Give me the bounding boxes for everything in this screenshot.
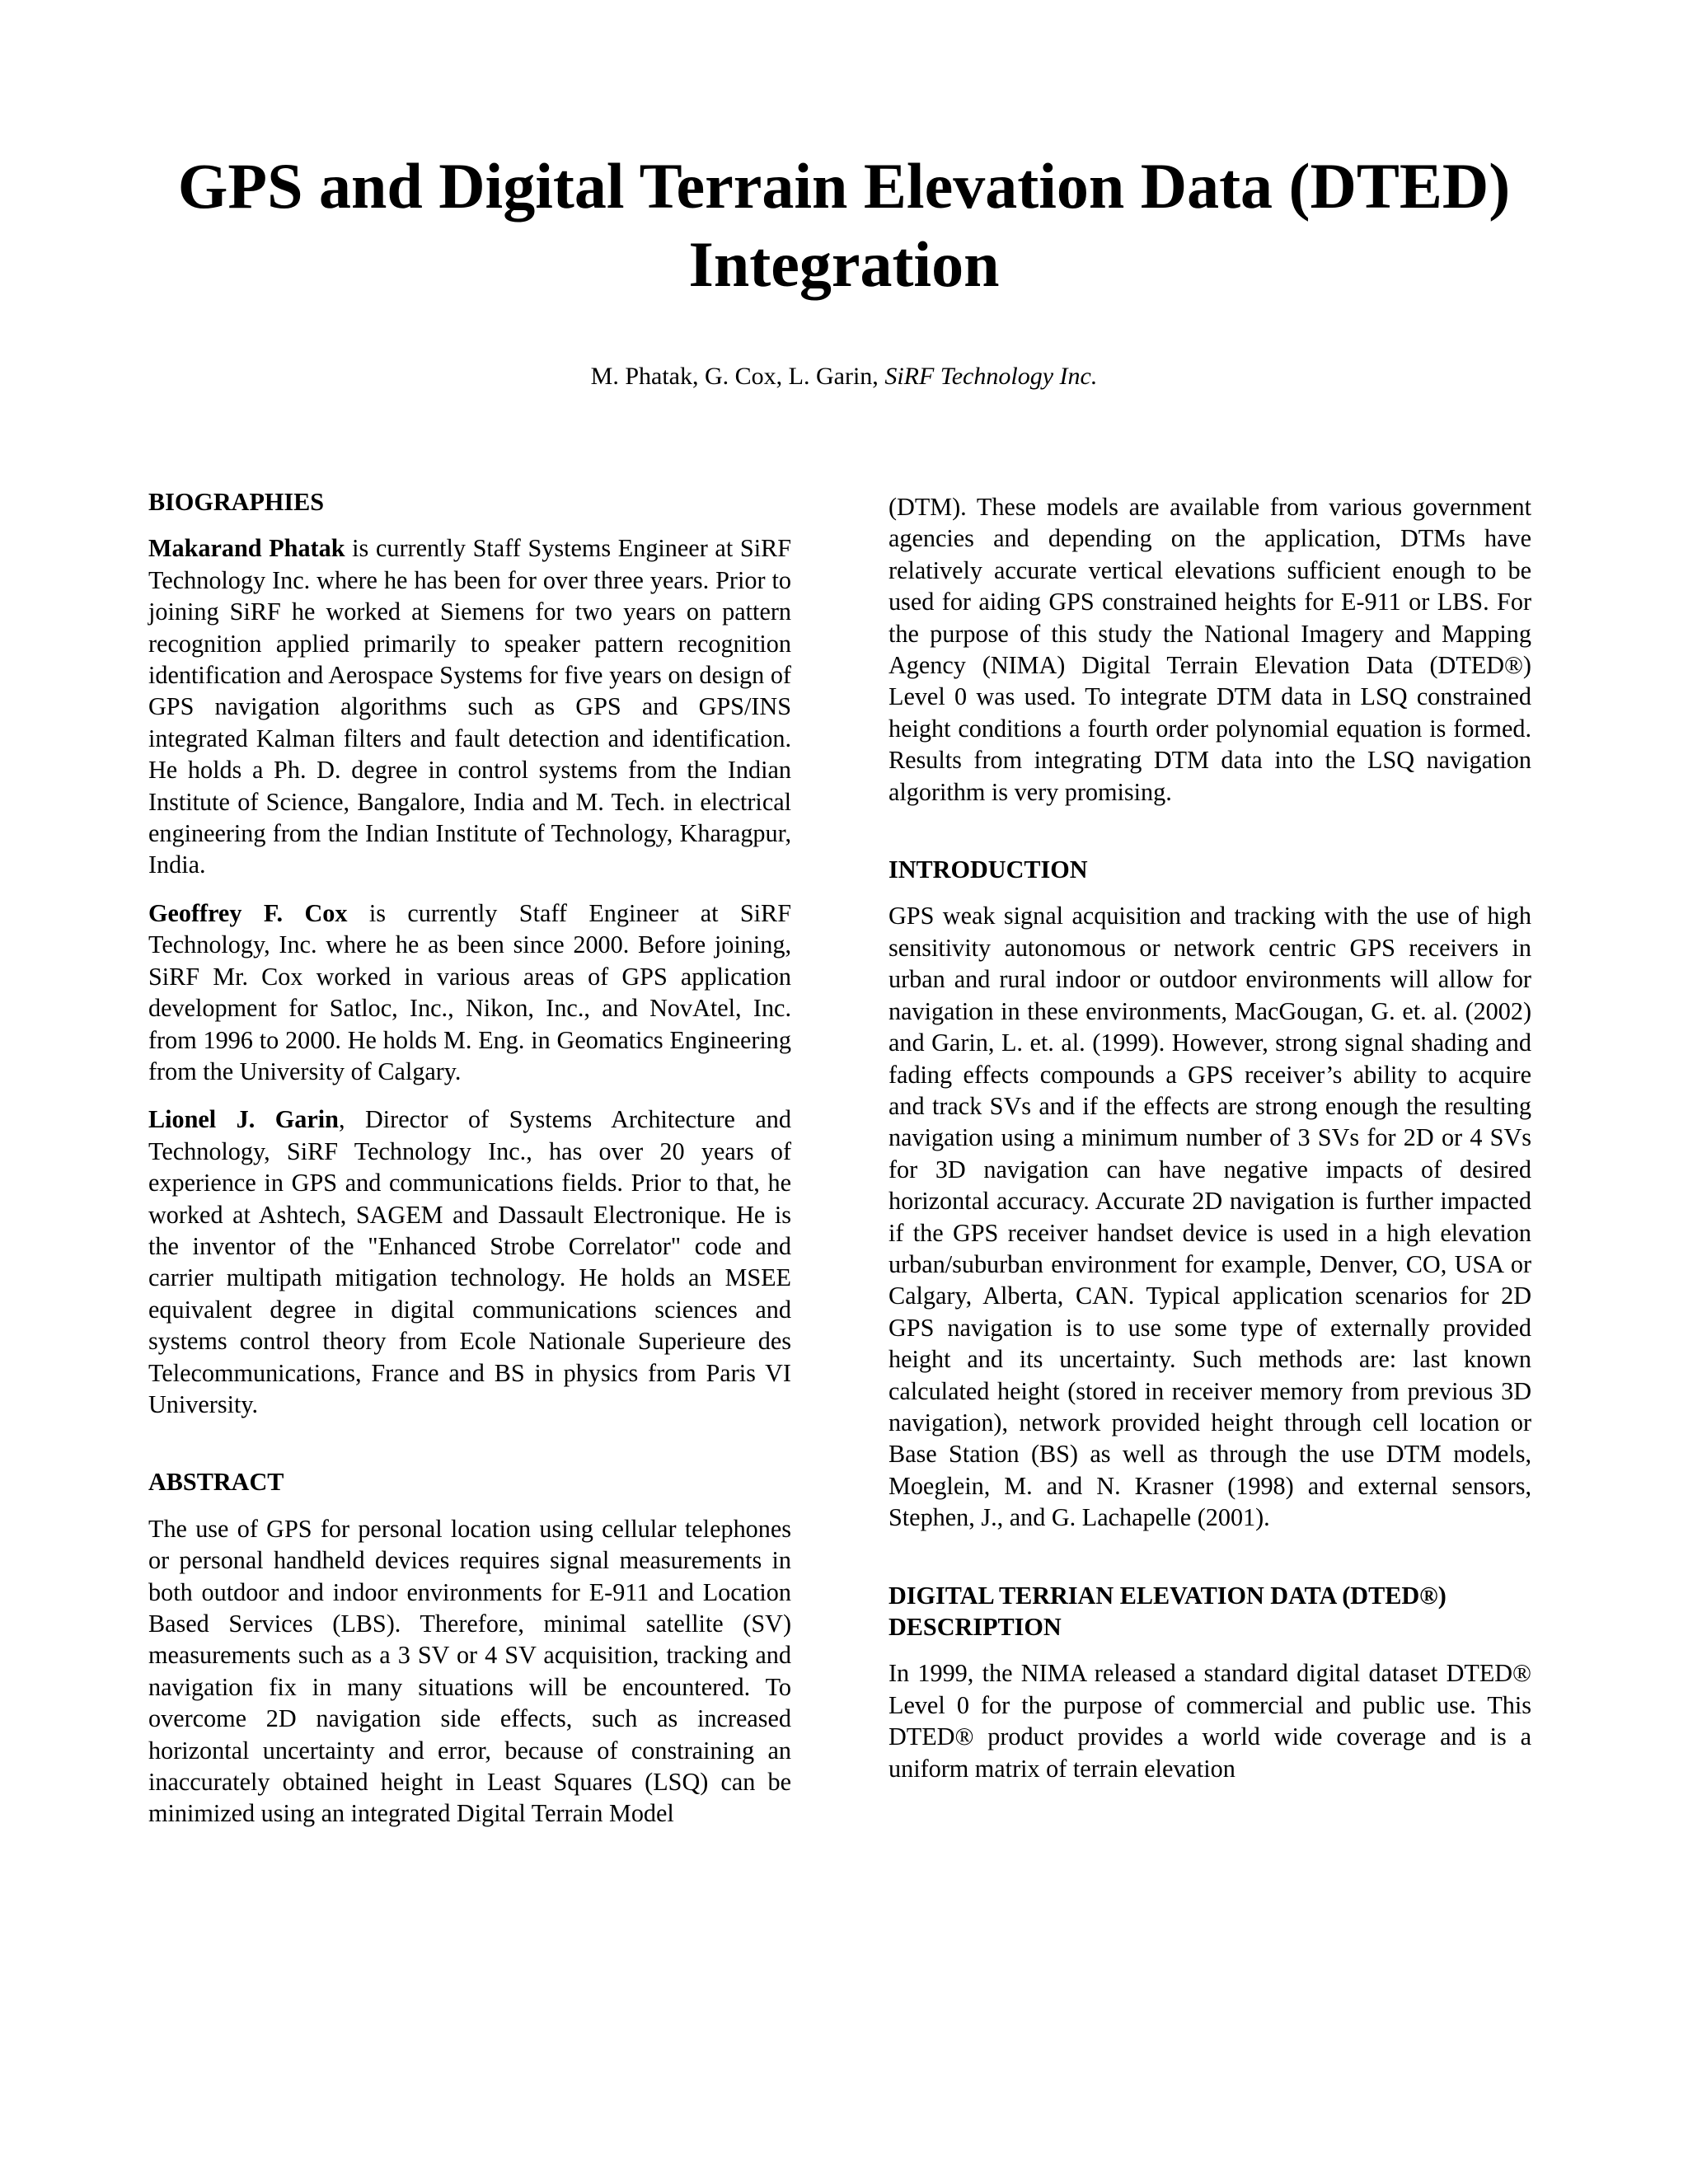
biography-name: Geoffrey F. Cox [148, 898, 348, 927]
introduction-heading: INTRODUCTION [889, 855, 1088, 884]
biography-paragraph [148, 898, 791, 1087]
paper-title: GPS and Digital Terrain Elevation Data (DTED) Integration [177, 150, 1511, 300]
abstract-paragraph-continued: (DTM). These models are available from various government agencies and depending on the application, DTMs have relatively accurate vertical elevations sufficient enough to be used for aiding GPS constrained heights for E-911 or LBS. For the purpose of this study the National Imagery and Mapping Agency (NIMA) Digital Terrain Elevation Data (DTED®) Level 0 was used. To integrate DTM data in LSQ constrained height conditions a fourth order polynomial equation is formed. Results from integrating DTM data into the LSQ navigation algorithm is very promising. [889, 493, 1531, 806]
author-line [0, 360, 1688, 393]
biographies-heading: BIOGRAPHIES [148, 488, 325, 516]
dted-paragraph: In 1999, the NIMA released a standard digital dataset DTED® Level 0 for the purpose of commercial and public use. This DTED® product provides a world wide coverage and is a uniform matrix of terrain elevation [889, 1659, 1531, 1783]
biography-paragraph [148, 1104, 791, 1420]
biography-text: , Director of Systems Architecture and Technology, SiRF Technology Inc., has over 20 years of experience in GPS and communications fields. Prior to that, he worked at Ashtech, SAGEM and Dassault Electronique. He is the inventor of the "Enhanced Strobe Correlator" code and carrier multipath mitigation technology. He holds an MSEE equivalent degree in digital communications sciences and systems control theory from Ecole Nationale Superieure des Telecommunications, France and BS in physics from Paris VI University. [148, 1105, 791, 1418]
biography-text: is currently Staff Engineer at SiRF Technology, Inc. where he as been since 2000. Before joining, SiRF Mr. Cox worked in various areas of GPS application development for Satloc, Inc., Nikon, Inc., and NovAtel, Inc. from 1996 to 2000. He holds M. Eng. in Geomatics Engineering from the University of Calgary. [148, 898, 791, 1085]
author-affiliation: SiRF Technology Inc. [884, 363, 1098, 390]
left-column [148, 486, 791, 1846]
author-names: M. Phatak, G. Cox, L. Garin, [590, 363, 885, 390]
introduction-paragraph: GPS weak signal acquisition and tracking with the use of high sensitivity autonomous or network centric GPS receivers in urban and rural indoor or outdoor environments will allow for navigation in these environments, MacGougan, G. et. al. (2002) and Garin, L. et. al. (1999). However, strong signal shading and fading effects compounds a GPS receiver’s ability to acquire and track SVs and if the effects are strong enough the resulting navigation using a minimum number of 3 SVs for 2D or 4 SVs for 3D navigation can have negative impacts of desired horizontal accuracy. Accurate 2D navigation is further impacted if the GPS receiver handset device is used in a high elevation urban/suburban environment for example, Denver, CO, USA or Calgary, Alberta, CAN. Typical application scenarios for 2D GPS navigation is to use some type of externally provided height and its uncertainty. Such methods are: last known calculated height (stored in receiver memory from previous 3D navigation), network provided height through cell location or Base Station (BS) as well as through the use DTM models, Moeglein, M. and N. Krasner (1998) and external sensors, Stephen, J., and G. Lachapelle (2001). [889, 902, 1531, 1532]
biography-paragraph [148, 532, 791, 880]
right-column [889, 491, 1531, 1801]
abstract-heading: ABSTRACT [148, 1468, 284, 1497]
dted-heading: DIGITAL TERRIAN ELEVATION DATA (DTED®) DESCRIPTION [889, 1581, 1447, 1641]
abstract-paragraph: The use of GPS for personal location using cellular telephones or personal handheld devices requires signal measurements in both outdoor and indoor environments for E-911 and Location Based Services (LBS). Therefore, minimal satellite (SV) measurements such as a 3 SV or 4 SV acquisition, tracking and navigation fix in many situations will be encountered. To overcome 2D navigation side effects, such as increased horizontal uncertainty and error, because of constraining an inaccurately obtained height in Least Squares (LSQ) can be minimized using an integrated Digital Terrain Model [148, 1514, 791, 1828]
biography-name: Lionel J. Garin [148, 1105, 339, 1134]
biography-name: Makarand Phatak [148, 534, 345, 563]
biography-text: is currently Staff Systems Engineer at SiRF Technology Inc. where he has been for over three years. Prior to joining SiRF he worked at Siemens for two years on pattern recognition applied primarily to speaker pattern recognition identification and Aerospace Systems for five years on design of GPS navigation algorithms such as GPS and GPS/INS integrated Kalman filters and fault detection and identification. He holds a Ph. D. degree in control systems from the Indian Institute of Science, Bangalore, India and M. Tech. in electrical engineering from the Indian Institute of Technology, Kharagpur, India. [148, 534, 791, 879]
